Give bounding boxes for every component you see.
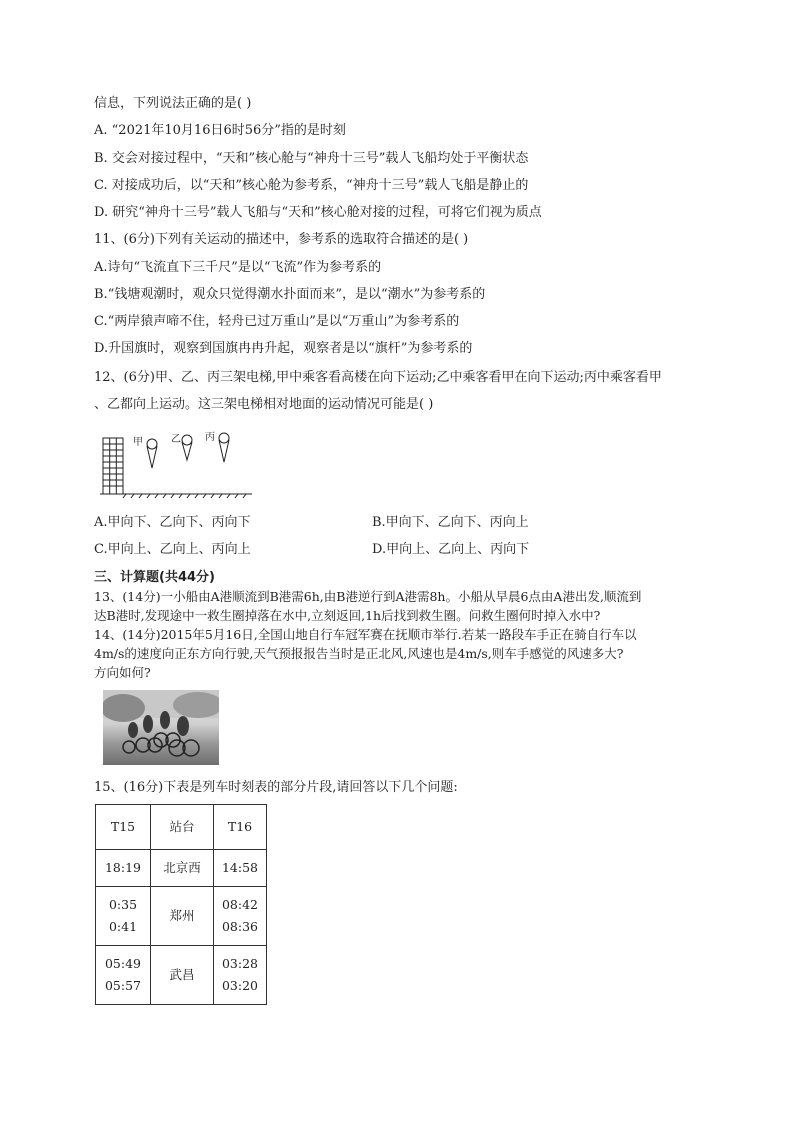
q14-line3: 方向如何? (94, 665, 151, 680)
q11-option-d: D.升国旗时，观察到国旗冉冉升起，观察者是以“旗杆”为参考系的 (94, 341, 473, 356)
table-header-row (96, 805, 267, 850)
train-timetable (95, 804, 267, 1005)
elevator-diagram (100, 430, 255, 500)
q15-stem: 15、(16分)下表是列车时刻表的部分片段,请回答以下几个问题: (94, 780, 458, 795)
q12-option-a: A.甲向下、乙向下、丙向下 (94, 515, 251, 530)
station-name: 北京西 (151, 850, 214, 887)
label-jia: 甲 (133, 437, 143, 448)
header-t16: T16 (214, 805, 267, 850)
q11-option-b: B.“钱塘观潮时，观众只觉得潮水扑面而来”，是以“潮水”为参考系的 (94, 287, 486, 302)
table-row (96, 887, 267, 946)
q11-option-a: A.诗句“飞流直下三千尺”是以“飞流”作为参考系的 (94, 260, 382, 275)
q11-stem: 11、(6分)下列有关运动的描述中，参考系的选取符合描述的是( ) (94, 232, 469, 247)
q11-option-c: C.“两岸猿声啼不住，轻舟已过万重山”是以“万重山”为参考系的 (94, 314, 460, 329)
q14-line2: 4m/s的速度向正东方向行驶,天气预报报告当时是正北风,风速也是4m/s,则车手感觉的风速多大? (94, 646, 624, 661)
section-heading: 三、计算题(共44分) (94, 570, 215, 585)
t16-arrive: 03:28 (221, 956, 259, 971)
q10-option-a: A. “2021年10月16日6时56分”指的是时刻 (94, 123, 346, 138)
t15-arrive: 0:35 (108, 897, 138, 912)
ground-line (100, 494, 252, 498)
q10-option-d: D. 研究“神舟十三号”载人飞船与“天和”核心舱对接的过程，可将它们视为质点 (94, 205, 542, 220)
label-bing: 丙 (205, 432, 215, 443)
q13-line2: 达B港时,发现途中一救生圈掉落在水中,立刻返回,1h后找到救生圈。问救生圈何时掉入水中? (94, 608, 601, 623)
t15-depart: 05:57 (104, 978, 142, 993)
station-name: 郑州 (151, 887, 214, 946)
t15-arrive: 05:49 (104, 956, 142, 971)
table-row (96, 946, 267, 1005)
q10-option-b: B. 交会对接过程中，“天和”核心舱与“神舟十三号”载人飞船均处于平衡状态 (94, 151, 529, 166)
elevator-bing-icon (219, 433, 229, 462)
t16-depart: 08:36 (221, 919, 259, 934)
q10-option-c: C. 对接成功后，以“天和”核心舱为参考系，“神舟十三号”载人飞船是静止的 (94, 178, 529, 193)
q12-stem-line2: 、乙都向上运动。这三架电梯相对地面的运动情况可能是( ) (94, 397, 434, 412)
q13-line1: 13、(14分)一小船由A港顺流到B港需6h,由B港逆行到A港需8h。小船从早晨6点由A港出发,顺流到 (94, 589, 642, 604)
building-icon (103, 438, 123, 494)
elevator-jia-icon (147, 439, 157, 468)
q14-line1: 14、(14分)2015年5月16日,全国山地自行车冠军赛在抚顺市举行.若某一路段车手正在骑自行车以 (94, 627, 637, 642)
t16-arrive: 08:42 (221, 897, 259, 912)
q12-option-c: C.甲向上、乙向上、丙向上 (94, 542, 251, 557)
t16-time: 14:58 (221, 860, 259, 875)
q10-stem-tail: 信息，下列说法正确的是( ) (94, 96, 252, 111)
header-t15: T15 (96, 805, 151, 850)
label-yi: 乙 (171, 434, 181, 445)
header-station: 站台 (151, 805, 214, 850)
station-name: 武昌 (151, 946, 214, 1005)
elevator-yi-icon (182, 435, 192, 460)
t16-depart: 03:20 (221, 978, 259, 993)
q12-option-d: D.甲向上、乙向上、丙向下 (372, 542, 530, 557)
q12-option-b: B.甲向下、乙向下、丙向上 (372, 515, 529, 530)
cyclists-photo (103, 690, 219, 765)
t15-time: 18:19 (104, 860, 142, 875)
t15-depart: 0:41 (108, 919, 138, 934)
q12-stem-line1: 12、(6分)甲、乙、丙三架电梯,甲中乘客看高楼在向下运动;乙中乘客看甲在向下运动;丙中乘客看甲 (94, 370, 662, 385)
table-row (96, 850, 267, 887)
